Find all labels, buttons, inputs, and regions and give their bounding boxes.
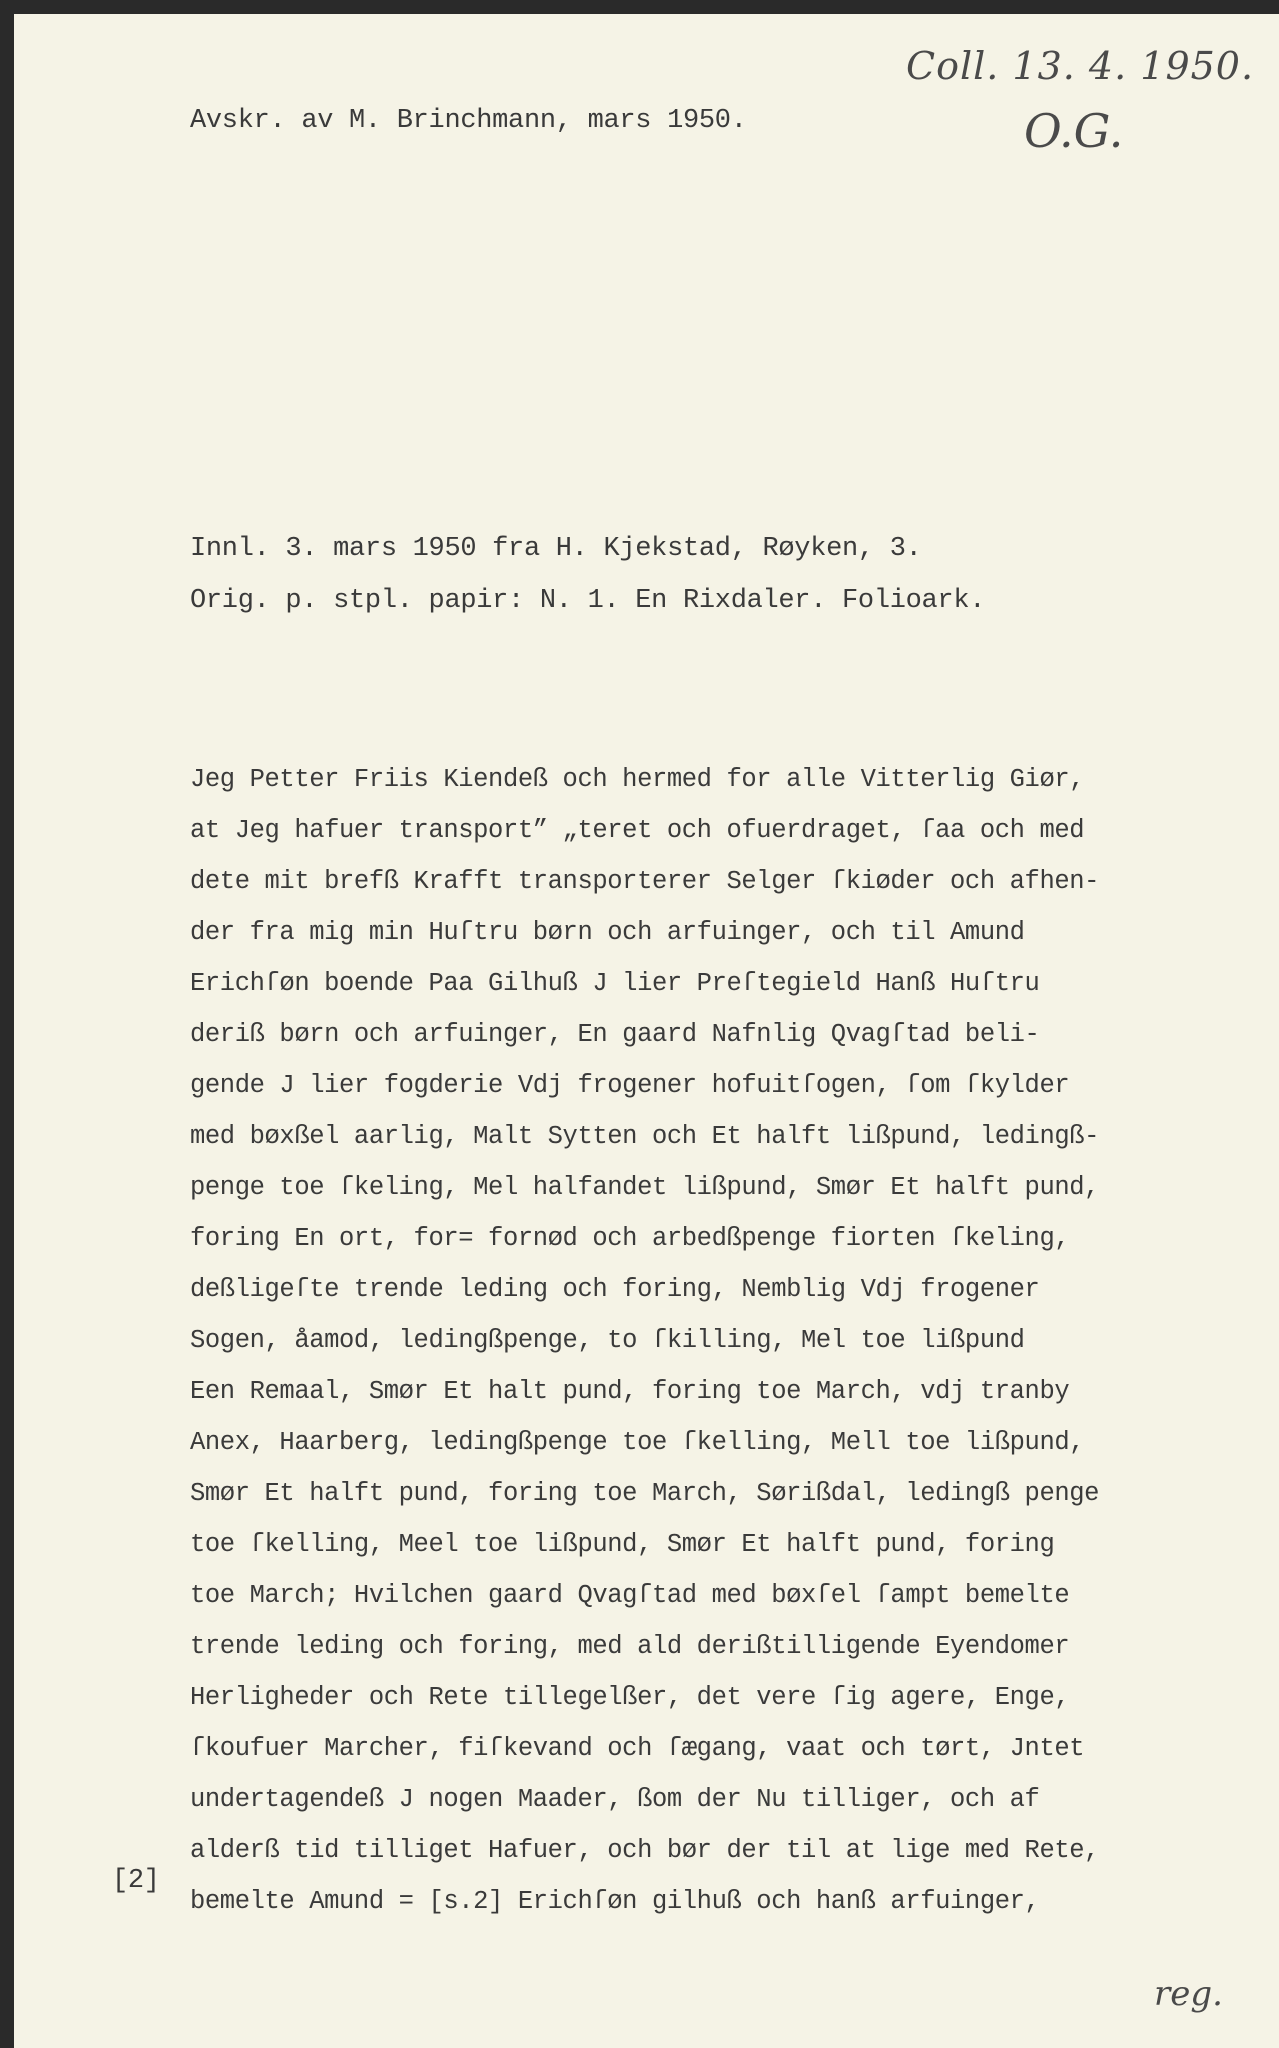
transcriber-line: Avskr. av M. Brinchmann, mars 1950.	[190, 106, 747, 136]
transcript-line: toe March; Hvilchen gaard Qvagſtad med bøxſel ſampt bemelte	[190, 1581, 1070, 1610]
transcript-line: Sogen, åamod, ledingßpenge, to ſkilling, Mel toe lißpund	[190, 1326, 1025, 1355]
transcript-line: trende leding och foring, med ald derißtilligende Eyendomer	[190, 1632, 1070, 1661]
transcript-line: Erichſøn boende Paa Gilhuß J lier Preſtegield Hanß Huſtru	[190, 969, 1040, 998]
document-page	[14, 14, 1279, 2048]
transcript-line: Jeg Petter Friis Kiendeß och hermed for alle Vitterlig Giør,	[190, 765, 1085, 794]
transcript-line: der fra mig min Huſtru børn och arfuinger, och til Amund	[190, 918, 1025, 947]
original-description-line: Orig. p. stpl. papir: N. 1. En Rixdaler. Folioark.	[190, 586, 986, 616]
transcript-line: Smør Et halft pund, foring toe March, Sørißdal, ledingß penge	[190, 1479, 1100, 1508]
transcript-line: at Jeg hafuer transport” „teret och ofuerdraget, ſaa och med	[190, 816, 1085, 845]
transcript-line: deriß børn och arfuinger, En gaard Nafnlig Qvagſtad beli-	[190, 1020, 1040, 1049]
transcript-line: med bøxßel aarlig, Malt Sytten och Et halft lißpund, ledingß-	[190, 1122, 1100, 1151]
transcript-line: Herligheder och Rete tillegelßer, det vere ſig agere, Enge,	[190, 1683, 1070, 1712]
transcript-line: alderß tid tilliget Hafuer, och bør der til at lige med Rete,	[190, 1836, 1100, 1865]
transcript-line: penge toe ſkeling, Mel halfandet lißpund, Smør Et halft pund,	[190, 1173, 1100, 1202]
transcript-line: foring En ort, for= fornød och arbedßpenge fiorten ſkeling,	[190, 1224, 1070, 1253]
transcript-line: undertagendeß J nogen Maader, ßom der Nu tilliger, och af	[190, 1785, 1040, 1814]
transcript-line: toe ſkelling, Meel toe lißpund, Smør Et halft pund, foring	[190, 1530, 1055, 1559]
transcript-line: bemelte Amund = [s.2] Erichſøn gilhuß och hanß arfuinger,	[190, 1887, 1040, 1916]
transcript-line: Anex, Haarberg, ledingßpenge toe ſkelling, Mell toe lißpund,	[190, 1428, 1085, 1457]
page-marker: [2]	[112, 1866, 160, 1896]
transcript-line: deßligeſte trende leding och foring, Nemblig Vdj frogener	[190, 1275, 1040, 1304]
initials-annotation: O.G.	[1024, 104, 1124, 158]
footer-annotation: reg.	[1154, 1974, 1223, 2014]
transcript-body	[190, 754, 1099, 1927]
transcript-line: ſkoufuer Marcher, fiſkevand och ſægang, vaat och tørt, Jntet	[190, 1734, 1085, 1763]
transcript-line: gende J lier fogderie Vdj frogener hofuitſogen, ſom ſkylder	[190, 1071, 1070, 1100]
transcript-line: dete mit brefß Krafft transporterer Selger ſkiøder och afhen-	[190, 867, 1100, 896]
received-line: Innl. 3. mars 1950 fra H. Kjekstad, Røyken, 3.	[190, 534, 922, 564]
collection-date-annotation: Coll. 13. 4. 1950.	[906, 44, 1255, 88]
transcript-line: Een Remaal, Smør Et halt pund, foring toe March, vdj tranby	[190, 1377, 1070, 1406]
